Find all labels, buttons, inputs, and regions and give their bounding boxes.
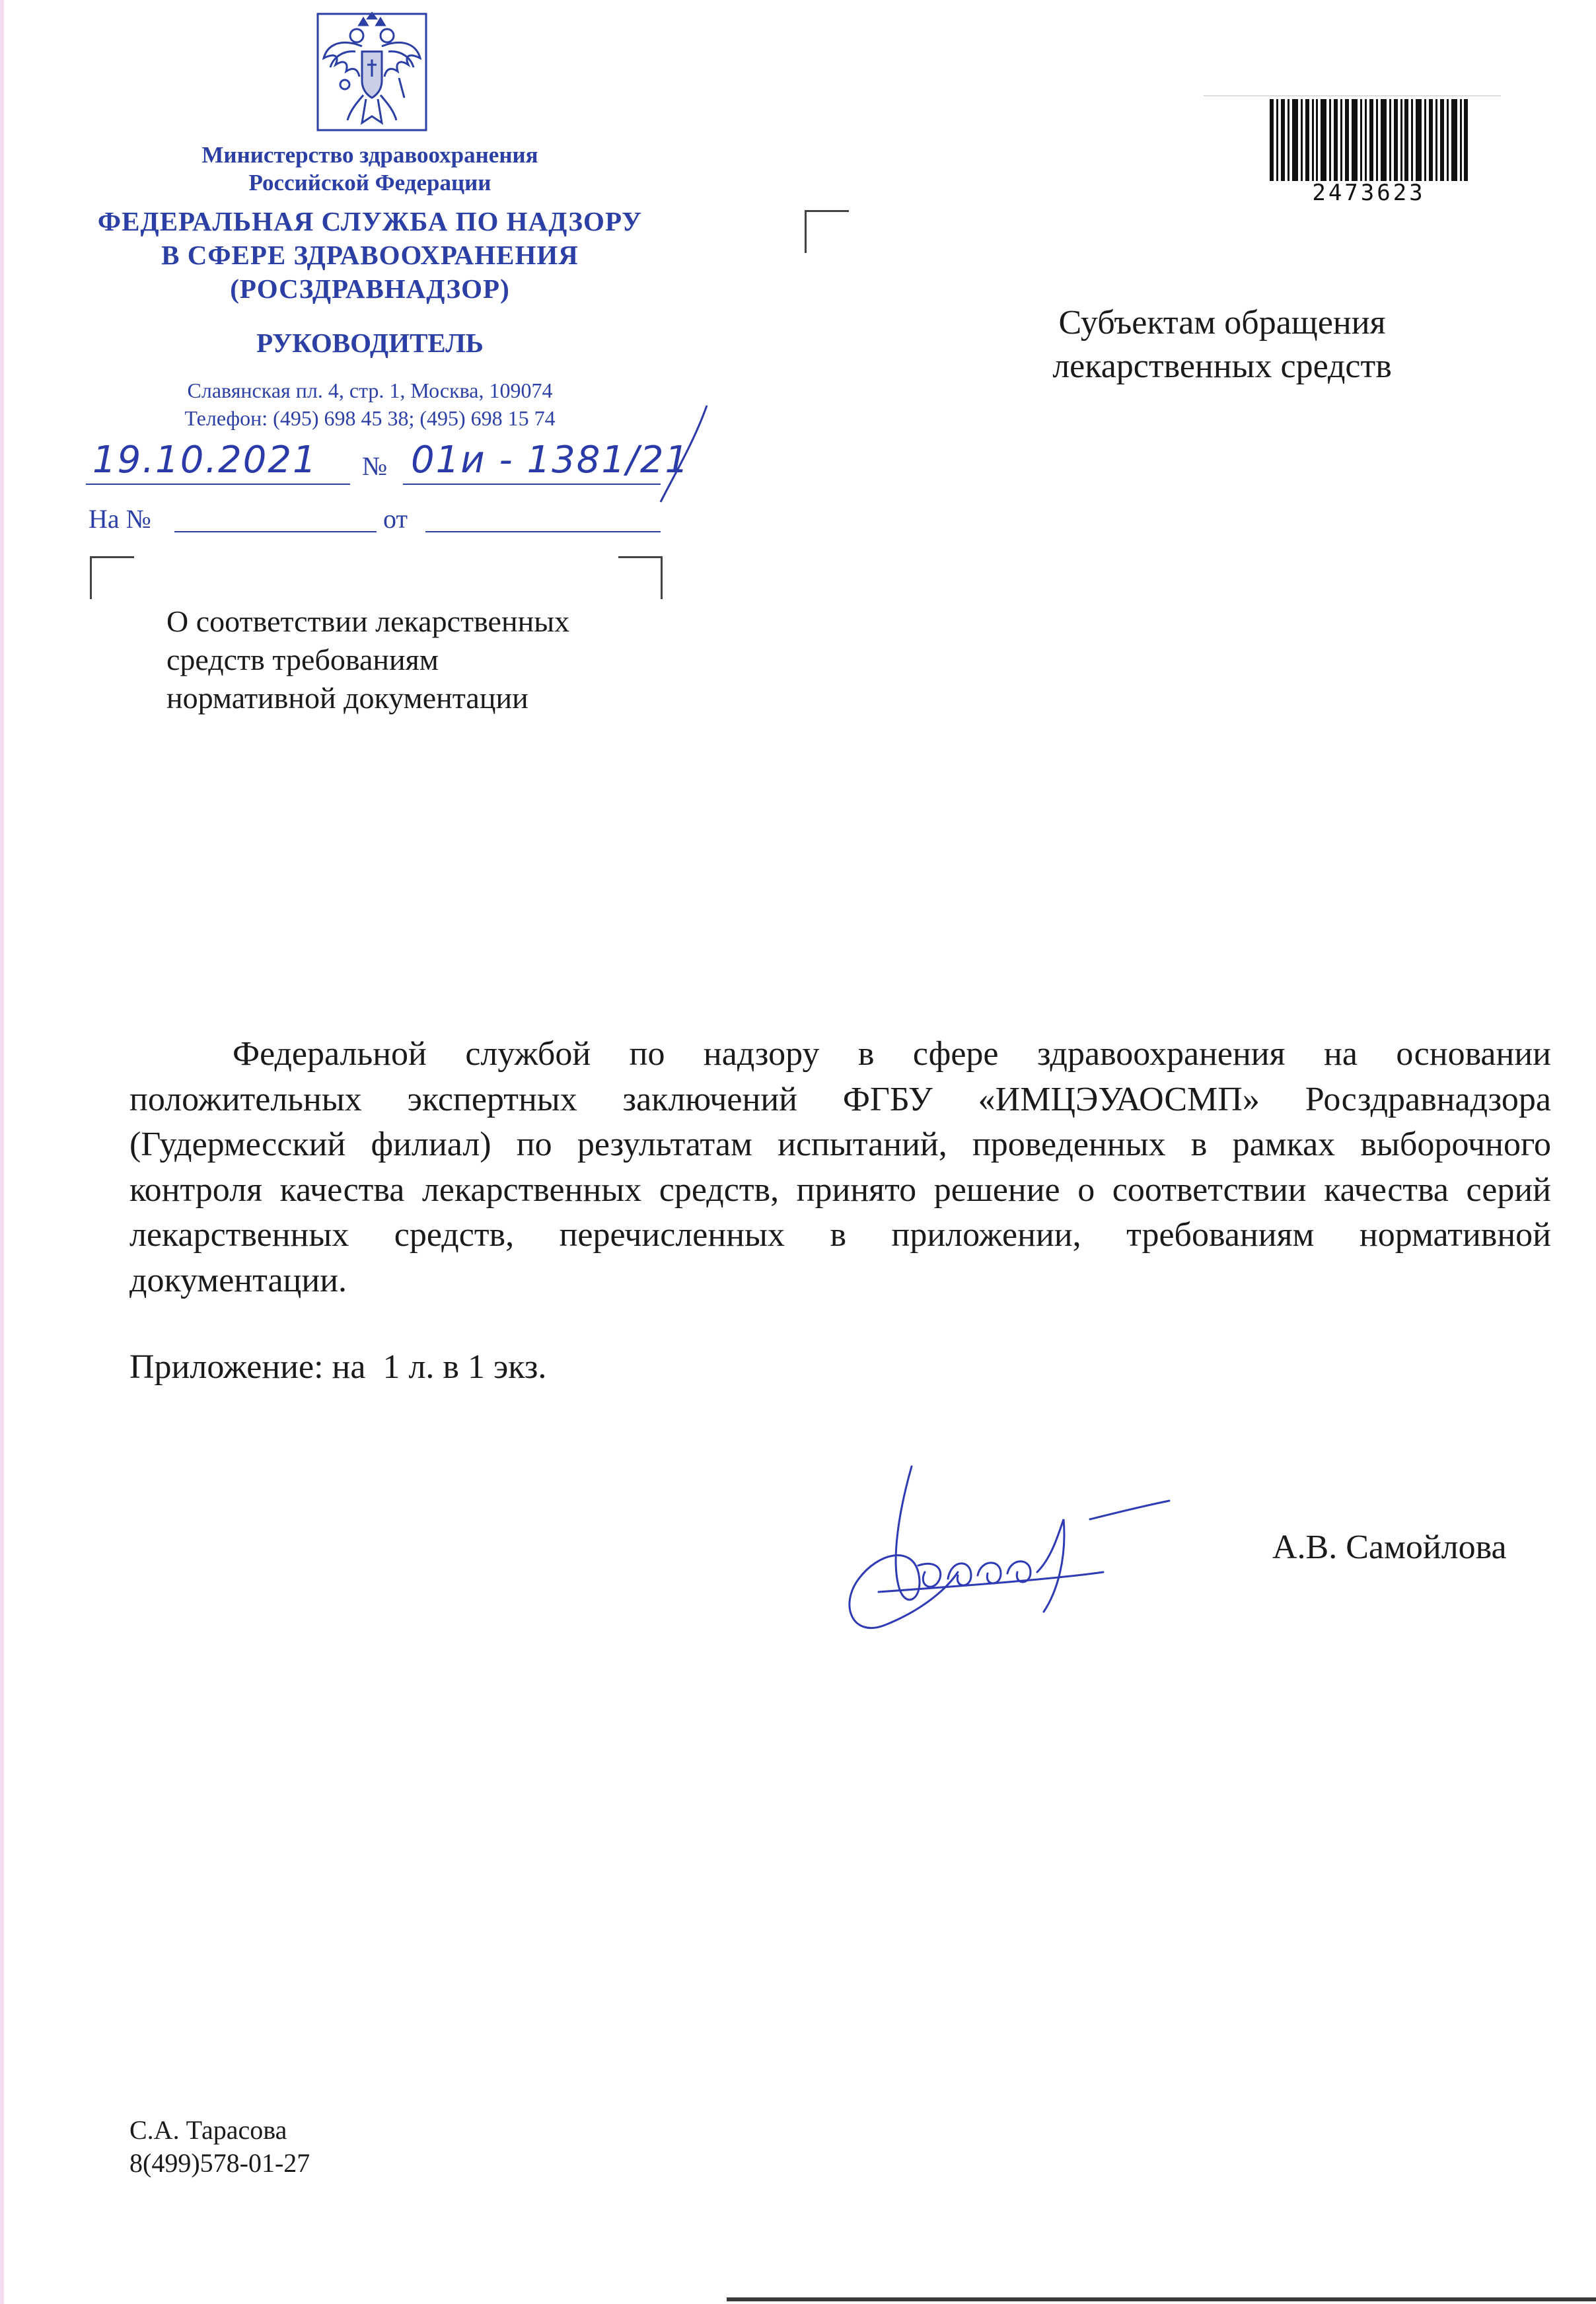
registration-date: 19.10.2021 (92, 439, 318, 482)
registration-number: 01и - 1381/21 (411, 439, 690, 482)
recipient-line1: Субъектам обращения (1058, 304, 1386, 342)
ministry-name (132, 141, 608, 197)
subject-line1: О соответствии лекарственных (166, 604, 570, 638)
ref-number-blank (174, 531, 377, 532)
ref-date-label: от (383, 504, 408, 534)
service-line3: (РОСЗДРАВНАДЗОР) (230, 273, 510, 304)
handwritten-signature-icon (839, 1460, 1255, 1651)
position-title: РУКОВОДИТЕЛЬ (256, 328, 484, 358)
barcode-number: 2473623 (1312, 180, 1426, 206)
number-underline (403, 484, 661, 485)
number-sign: № (362, 451, 388, 481)
date-underline (86, 484, 350, 485)
executor-name: С.А. Тарасова (129, 2115, 287, 2145)
service-line1: ФЕДЕРАЛЬНАЯ СЛУЖБА ПО НАДЗОРУ (97, 206, 643, 236)
body-paragraph: Федеральной службой по надзору в сфере здравоохранения на основании положительных экспертных заключений ФГБУ «ИМЦЭУАОСМП» Росздравнадзора (Гудермесский филиал) по результатам испытаний, проведенных в рамках выборочного контроля качества лекарственных средств, принято решение о соответствии качества серий лекарственных средств, перечисленных в приложении, требованиям нормативной документации. (129, 1035, 1551, 1299)
phone: Телефон: (495) 698 45 38; (495) 698 15 74 (184, 406, 556, 430)
subject-corner-left (90, 556, 134, 599)
subject-line3: нормативной документации (166, 681, 528, 715)
page-bottom-edge (727, 2297, 1596, 2301)
barcode-top-rule (1204, 95, 1501, 96)
service-line2: В СФЕРЕ ЗДРАВООХРАНЕНИЯ (161, 240, 579, 270)
contact-block (99, 377, 641, 432)
ref-number-label: На № (89, 504, 151, 534)
executor-block (129, 2114, 310, 2180)
service-name (66, 205, 674, 306)
barcode-icon (1270, 99, 1468, 181)
recipient-block (991, 301, 1453, 388)
recipient-line2: лекарственных средств (1052, 347, 1392, 385)
attachment-note: Приложение: на 1 л. в 1 экз. (129, 1348, 547, 1386)
subject-line2: средств требованиям (166, 643, 439, 676)
handwritten-slash-mark (647, 403, 720, 509)
address: Славянская пл. 4, стр. 1, Москва, 109074 (187, 378, 553, 402)
ref-date-blank (425, 531, 661, 532)
subject-corner-right (618, 556, 663, 599)
subject-block (166, 602, 569, 717)
executor-phone: 8(499)578-01-27 (129, 2148, 310, 2178)
double-headed-eagle-icon (316, 12, 428, 132)
addressee-corner (805, 210, 849, 253)
ministry-line2: Российской Федерации (248, 170, 491, 196)
ministry-line1: Министерство здравоохранения (201, 142, 538, 168)
page-edge-mark (0, 0, 4, 2304)
signer-name: А.В. Самойлова (1272, 1529, 1507, 1566)
